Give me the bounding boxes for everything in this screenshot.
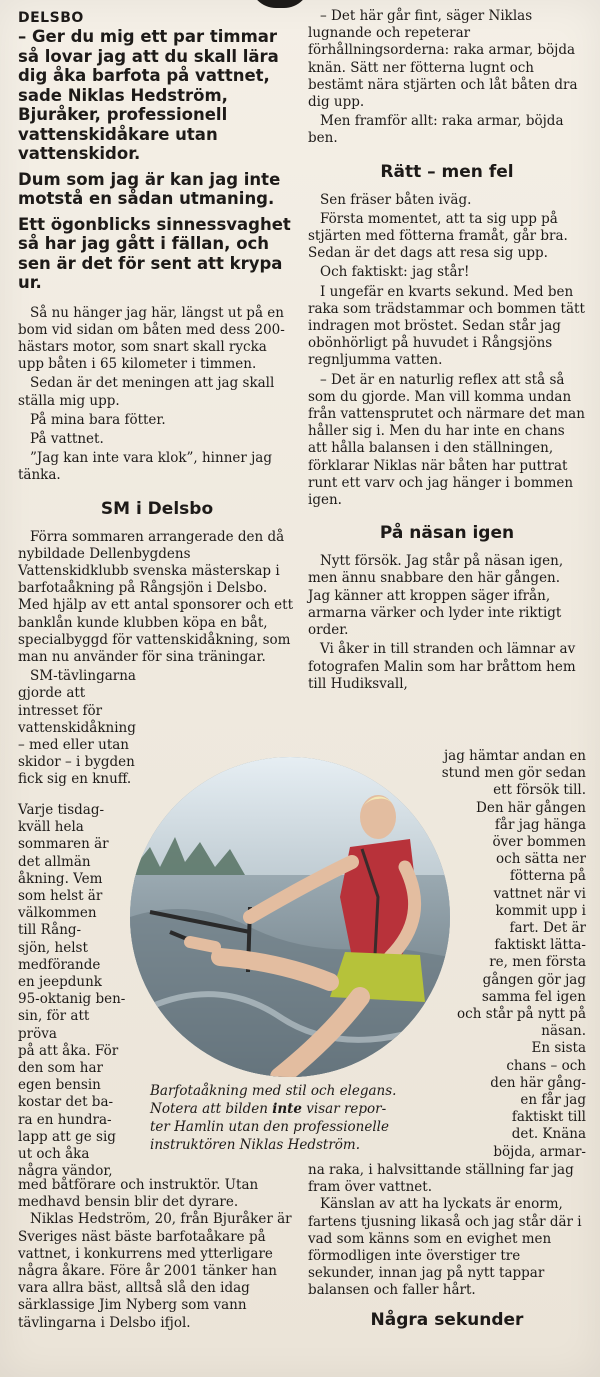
caption-emphasis: inte: [272, 1101, 303, 1117]
body-paragraph: Men framför allt: raka armar, böjda ben.: [308, 113, 564, 147]
body-paragraph: På mina bara fötter.: [30, 411, 166, 428]
wrap-line: över bommen: [492, 834, 586, 851]
waterskier-photo-illustration: [130, 757, 450, 1077]
wrap-line: jag hämtar andan en: [443, 748, 586, 764]
wrap-line: till Rång-: [18, 922, 82, 939]
wrap-line: medförande: [18, 956, 101, 973]
wrap-line: kväll hela: [18, 819, 84, 836]
ratt-body: [308, 192, 586, 510]
wrap-line: sjön, helst: [18, 939, 88, 956]
wrap-line: Den här gången: [476, 799, 586, 816]
wrap-line: böjda, armar-: [493, 1143, 586, 1160]
wrap-line: ra en hundra-: [18, 1111, 112, 1128]
wrap-line: ett försök till.: [493, 782, 586, 799]
body-paragraph: med båtförare och instruktör. Utan medhavd bensin blir det dyrare.: [18, 1177, 259, 1211]
caption-line: Barfotaåkning med stil och elegans.: [150, 1083, 397, 1099]
wrap-line: stund men gör sedan: [441, 765, 586, 782]
right-column: [308, 8, 586, 695]
dateline: DELSBO: [18, 10, 84, 26]
wrap-line: det allmän: [18, 853, 91, 870]
body-paragraph: Första momentet, att ta sig upp på stjärten med fötterna framåt, går bra. Sedan är det dags att resa sig upp.: [308, 210, 568, 262]
body-paragraph: Och faktiskt: jag står!: [320, 264, 470, 281]
wrap-line: den som har: [18, 1060, 103, 1077]
wrap-line: kostar det ba-: [18, 1094, 114, 1111]
caption-text: Notera att bilden: [150, 1101, 273, 1117]
article-photo: [130, 757, 450, 1077]
wrap-line: vattnet när vi: [493, 885, 586, 902]
section-heading-nasan: På näsan igen: [379, 523, 515, 544]
wrap-line: faktiskt till: [511, 1109, 586, 1126]
wrap-line: det. Knäna: [511, 1126, 586, 1143]
body-paragraph: na raka, i halvsittande ställning far jag fram över vattnet.: [308, 1162, 574, 1196]
caption-line: ter Hamlin utan den professionelle: [150, 1119, 389, 1135]
wrap-line: den här gång-: [490, 1074, 586, 1091]
caption-line: instruktören Niklas Hedström.: [150, 1137, 361, 1153]
wrap-line: 95-oktanig ben-: [18, 991, 126, 1008]
body-paragraph: Sen fräser båten iväg.: [320, 191, 472, 208]
right-top-body: [308, 8, 586, 148]
body-paragraph: – Det här går fint, säger Niklas lugnande och repeterar förhållningsorderna: raka armar, böjda knän. Sätt ner fötterna lugnt och bestämt nära stjärten och låt båten dra dig upp.: [308, 8, 578, 111]
wrap-line: och står på nytt på: [457, 1006, 586, 1023]
section-heading-final: Några sekunder: [370, 1309, 524, 1330]
wrap-line: några vändor,: [18, 1163, 113, 1180]
wrap-line: faktiskt lätta-: [494, 937, 586, 954]
left-column: [18, 8, 296, 791]
body-paragraph: Så nu hänger jag här, längst ut på en bom vid sidan om båten med dess 200-hästars motor, som snart skall rycka upp båten i 65 kilometer i timmen.: [18, 304, 285, 373]
wrap-line: egen bensin: [18, 1077, 101, 1094]
caption-text: visar repor-: [302, 1101, 387, 1117]
wrap-line: en får jag: [520, 1092, 586, 1109]
body-paragraph: Sedan är det meningen att jag skall ställa mig upp.: [18, 375, 275, 409]
sm-wrap-text: [18, 802, 128, 1180]
wrap-line: ut och åka: [18, 1146, 90, 1163]
body-paragraph: Vi åker in till stranden och lämnar av fotografen Malin som har bråttom hem till Hudiksvall,: [308, 641, 576, 692]
wrap-line: chans – och: [506, 1057, 586, 1074]
body-paragraph: SM-tävlingarna gjorde att intresset för vattenskidåkning – med eller utan skidor – i bygden fick sig en knuff.: [18, 668, 136, 788]
body-paragraph: Niklas Hedström, 20, från Bjuråker är Sveriges näst bäste barfotaåkare på vattnet, i konkurrens med ytterligare några åkare. Före år 2001 tänker han vara allra bäst, alltså slå den idag särklassige Jim Nyberg som vann tävlingarna i Delsbo ifjol.: [18, 1211, 292, 1331]
body-paragraph: I ungefär en kvarts sekund. Med ben raka som trädstammar och bommen tätt indragen mot bröstet. Sedan står jag obönhörligt på huvudet i Rångsjöns regnljumma vatten.: [308, 283, 585, 369]
wrap-line: sommaren är: [18, 836, 109, 853]
wrap-line: en jeepdunk: [18, 974, 102, 991]
lead-paragraph: Ett ögonblicks sinnessvaghet så har jag gått i fällan, och sen är det för sent att krypa ur.: [18, 214, 291, 292]
section-heading-sm: SM i Delsbo: [100, 498, 214, 519]
wrap-line: på att åka. För: [18, 1042, 119, 1059]
sm-after-wrap: [18, 1177, 296, 1332]
wrap-line: re, men första: [489, 954, 586, 971]
wrap-line: och sätta ner: [496, 851, 586, 868]
wrap-line: får jag hänga: [494, 816, 586, 833]
wrap-line: sin, för att pröva: [18, 1008, 90, 1042]
nasan-after-wrap: [308, 1162, 586, 1340]
lead-paragraph: Dum som jag är kan jag inte motstå en sådan utmaning.: [18, 169, 281, 208]
body-paragraph: – Det är en naturlig reflex att stå så som du gjorde. Man vill komma undan från vattensprutet och närmare det man håller sig i. Men du har inte en chans att hålla balansen i den ställningen, förklarar Niklas när båten har puttrat runt ett varv och jag hänger i bommen igen.: [308, 371, 585, 509]
lead-text: [18, 27, 296, 293]
wrap-line: lapp att ge sig: [18, 1128, 116, 1145]
body-paragraph: Förra sommaren arrangerade den då nybildade Dellenbygdens Vattenskidklubb svenska mästerskap i barfotaåkning på Rångsjön i Delsbo. Med hjälp av ett antal sponsorer och ett banklån kunde klubben köpa en båt, specialbyggd för vattenskidåkning, som man nu använder för sina träningar.: [18, 528, 293, 665]
wrap-line: Varje tisdag-: [18, 802, 105, 818]
body-paragraph: ”Jag kan inte vara klok”, hinner jag tänka.: [18, 450, 272, 484]
intro-body: [18, 305, 296, 485]
caption-line: [150, 1100, 450, 1118]
wrap-line: åkning. Vem: [18, 870, 103, 887]
wrap-line: kommit upp i: [495, 902, 586, 919]
lead-paragraph: – Ger du mig ett par timmar så lovar jag att du skall lära dig åka barfota på vattnet, sade Niklas Hedström, Bjuråker, professionell vattenskidåkare utan vattenskidor.: [18, 27, 279, 163]
section-heading-ratt: Rätt – men fel: [380, 161, 514, 182]
wrap-line: samma fel igen: [481, 988, 586, 1005]
wrap-line: fötterna på: [509, 868, 586, 885]
wrap-line: som helst är: [18, 888, 103, 905]
body-paragraph: På vattnet.: [30, 430, 104, 447]
page-edge-mark: [250, 0, 310, 8]
sm-body: [18, 529, 296, 789]
wrap-line: fart. Det är: [509, 920, 586, 937]
wrap-line: välkommen: [18, 905, 97, 922]
wrap-line: En sista: [531, 1040, 586, 1057]
photo-caption: [150, 1082, 450, 1154]
body-paragraph: Nytt försök. Jag står på näsan igen, men ännu snabbare den här gången. Jag känner att kroppen säger ifrån, armarna värker och lyder inte riktigt order.: [308, 553, 564, 639]
wrap-line: gången gör jag: [482, 971, 586, 988]
nasan-body: [308, 553, 586, 693]
wrap-line: näsan.: [541, 1023, 586, 1040]
body-paragraph: Känslan av att ha lyckats är enorm, fartens tjusning likaså och jag står där i vad som känns som en evighet men förmodligen inte överstiger tre sekunder, innan jag på nytt tappar balansen och faller hårt.: [308, 1196, 582, 1299]
